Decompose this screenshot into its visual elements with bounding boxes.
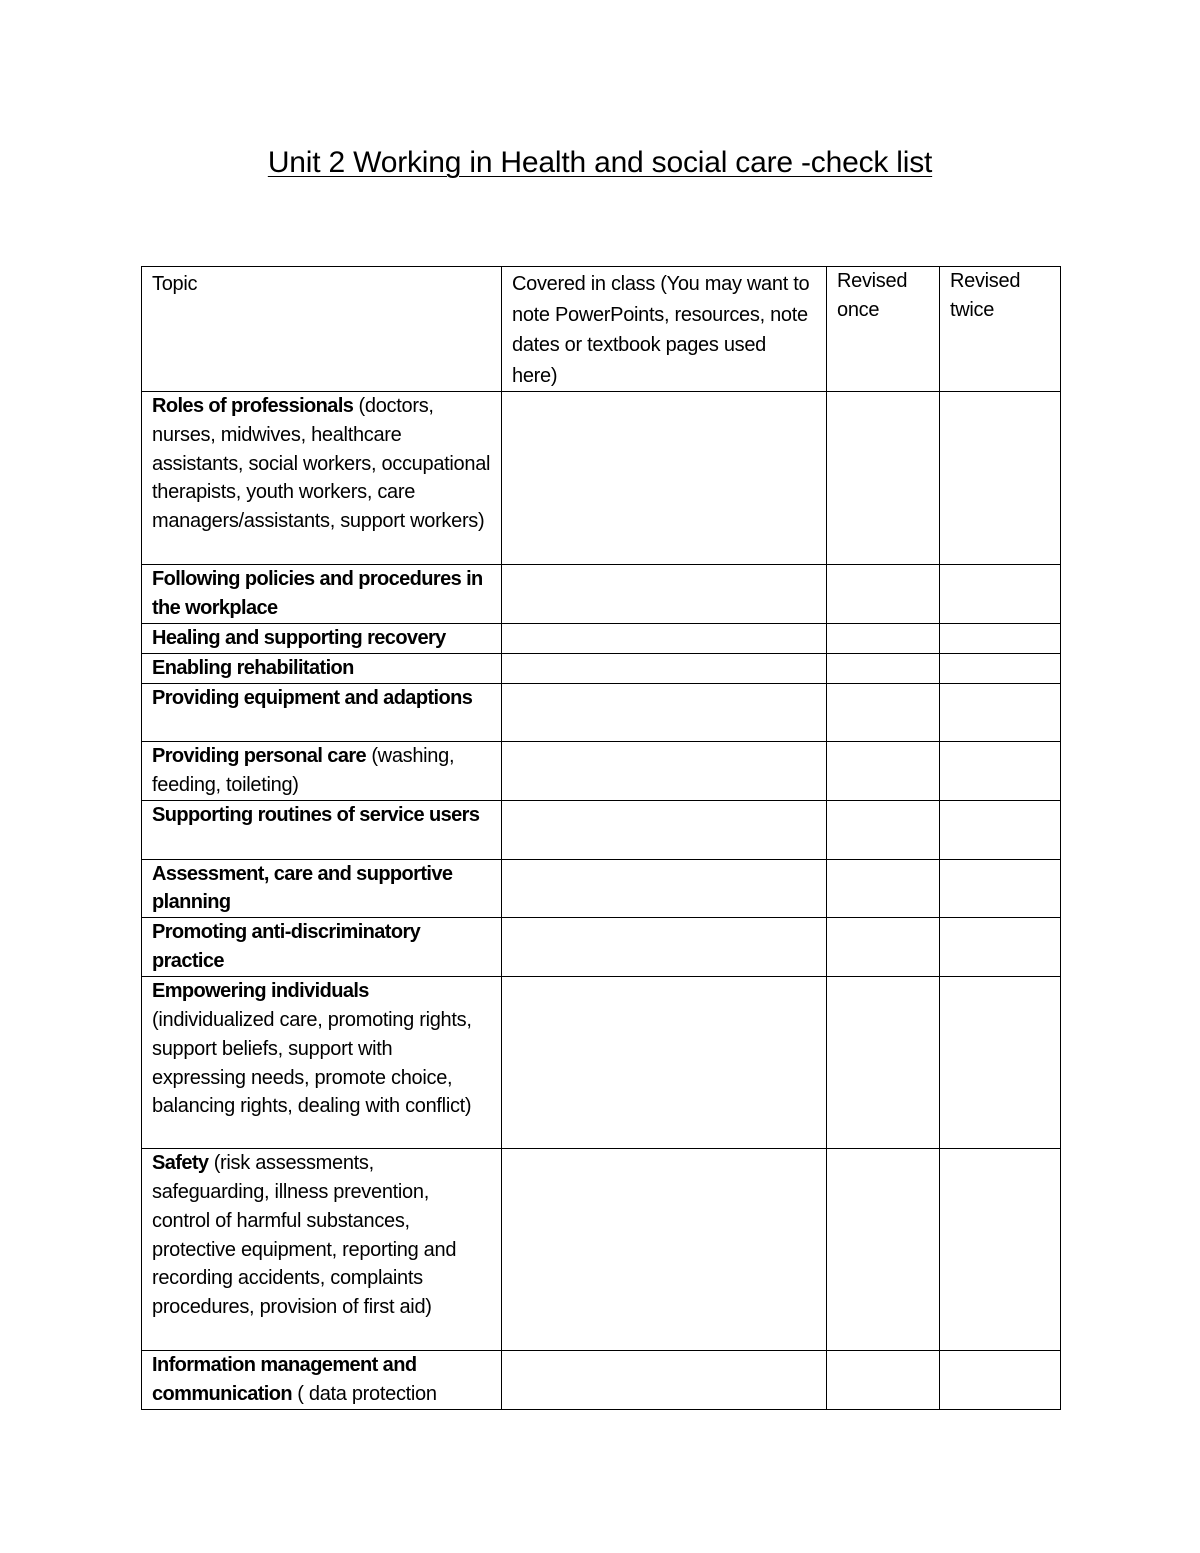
topic-title: Empowering individuals [152,980,369,1003]
table-row [142,742,1061,801]
revised-once-cell[interactable] [827,1149,940,1351]
revised-twice-cell[interactable] [940,684,1061,742]
topic-cell [142,742,502,801]
topic-cell [142,565,502,624]
topic-detail: (washing, feeding, toileting) [152,745,455,796]
topic-title: Healing and supporting recovery [152,627,446,649]
checklist-table [141,266,1061,1410]
covered-cell[interactable] [502,918,827,977]
revised-twice-cell[interactable] [940,624,1061,654]
revised-once-cell[interactable] [827,392,940,565]
topic-title: Providing equipment and adaptions [152,687,473,709]
header-revised-once [827,267,940,392]
header-revised-once-label: Revised once [837,270,908,321]
topic-title: Roles of professionals [152,395,354,417]
topic-cell [142,1149,502,1351]
table-header-row [142,267,1061,392]
header-revised-twice [940,267,1061,392]
table-row [142,977,1061,1149]
header-covered [502,267,827,392]
header-revised-twice-label: Revised twice [950,270,1021,321]
revised-twice-cell[interactable] [940,859,1061,918]
topic-cell [142,684,502,742]
revised-twice-cell[interactable] [940,654,1061,684]
topic-detail: (doctors, nurses, midwives, healthcare assistants, social workers, occupational therapists, youth workers, care managers/assistants, support workers) [152,395,491,533]
topic-title: Supporting routines of service users [152,803,480,826]
revised-twice-cell[interactable] [940,800,1061,859]
revised-once-cell[interactable] [827,565,940,624]
revised-once-cell[interactable] [827,1351,940,1410]
revised-twice-cell[interactable] [940,565,1061,624]
revised-twice-cell[interactable] [940,392,1061,565]
revised-once-cell[interactable] [827,684,940,742]
revised-once-cell[interactable] [827,977,940,1149]
table-row [142,1351,1061,1410]
header-topic [142,267,502,392]
covered-cell[interactable] [502,565,827,624]
revised-once-cell[interactable] [827,918,940,977]
topic-detail: (risk assessments, safeguarding, illness prevention, control of harmful substances, protective equipment, reporting and recording accidents, complaints procedures, provision of first aid) [152,1152,457,1319]
covered-cell[interactable] [502,977,827,1149]
revised-twice-cell[interactable] [940,742,1061,801]
topic-cell [142,800,502,859]
table-row [142,392,1061,565]
topic-cell [142,624,502,654]
table-row [142,624,1061,654]
covered-cell[interactable] [502,392,827,565]
topic-cell [142,654,502,684]
table-row [142,918,1061,977]
topic-cell [142,1351,502,1410]
revised-once-cell[interactable] [827,654,940,684]
topic-cell [142,392,502,565]
covered-cell[interactable] [502,800,827,859]
page-title: Unit 2 Working in Health and social care -check list [267,146,933,179]
table-row [142,859,1061,918]
topic-cell [142,918,502,977]
topic-title: Information management and communication [152,1354,417,1405]
topic-detail: ( data protection [292,1382,437,1405]
table-row [142,565,1061,624]
revised-twice-cell[interactable] [940,1351,1061,1410]
revised-once-cell[interactable] [827,624,940,654]
covered-cell[interactable] [502,1149,827,1351]
header-topic-label: Topic [152,273,198,295]
topic-cell [142,859,502,918]
topic-title: Promoting anti-discriminatory practice [152,921,421,972]
table-row [142,684,1061,742]
topic-title: Safety [152,1152,209,1175]
covered-cell[interactable] [502,654,827,684]
topic-cell [142,977,502,1149]
revised-once-cell[interactable] [827,859,940,918]
table-row [142,654,1061,684]
revised-once-cell[interactable] [827,800,940,859]
covered-cell[interactable] [502,742,827,801]
topic-title: Assessment, care and supportive planning [152,862,453,914]
revised-twice-cell[interactable] [940,1149,1061,1351]
covered-cell[interactable] [502,684,827,742]
covered-cell[interactable] [502,859,827,918]
topic-title: Enabling rehabilitation [152,657,354,679]
revised-twice-cell[interactable] [940,977,1061,1149]
header-covered-label: Covered in class (You may want to note PowerPoints, resources, note dates or textbook pages used here) [512,273,810,387]
table-row [142,1149,1061,1351]
covered-cell[interactable] [502,1351,827,1410]
topic-title: Providing personal care [152,745,367,767]
revised-once-cell[interactable] [827,742,940,801]
revised-twice-cell[interactable] [940,918,1061,977]
covered-cell[interactable] [502,624,827,654]
topic-detail: (individualized care, promoting rights, support beliefs, support with expressing needs, promote choice, balancing rights, dealing with conflict) [152,1008,472,1118]
table-row [142,800,1061,859]
topic-title: Following policies and procedures in the workplace [152,568,483,619]
